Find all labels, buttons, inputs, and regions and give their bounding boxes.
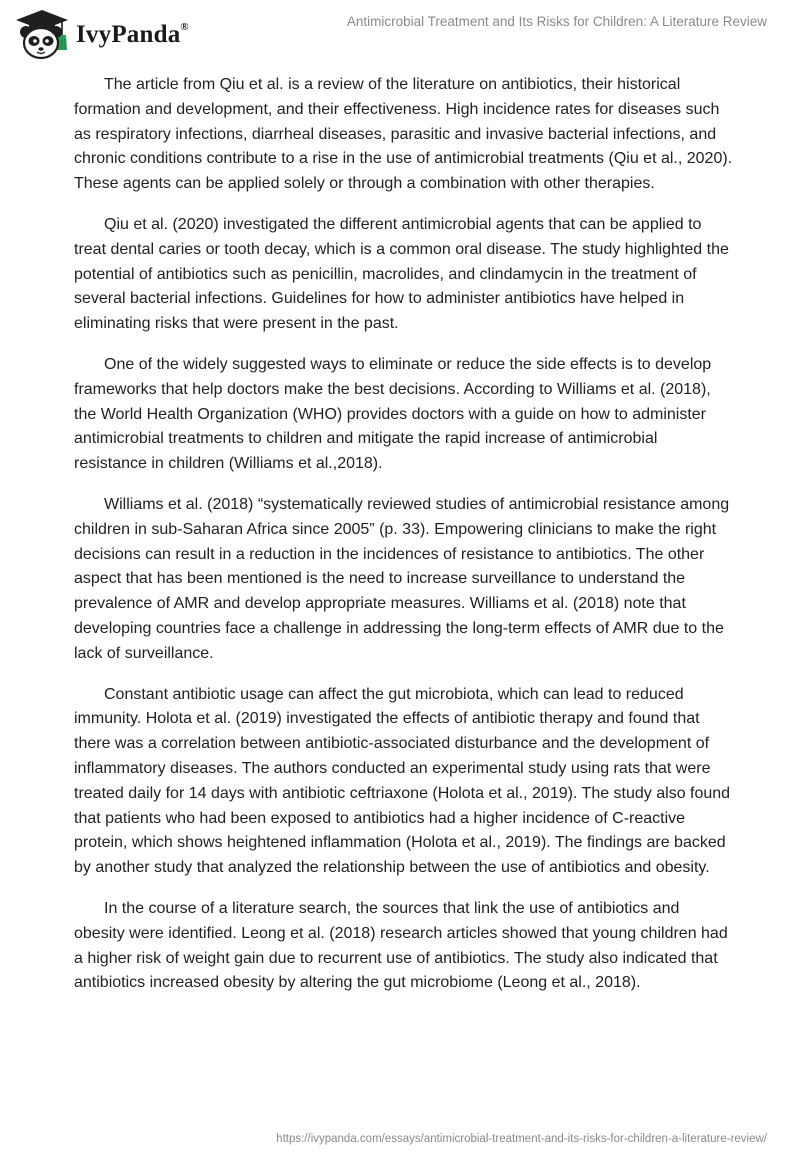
registered-mark: ® — [180, 20, 189, 33]
panda-graduate-icon — [12, 8, 72, 60]
page-header — [0, 0, 800, 64]
paragraph: One of the widely suggested ways to eliminate or reduce the side effects is to develop frameworks that help doctors make the best decisions. According to Williams et al. (2018), the World Health Organization (WHO) provides doctors with a guide on how to administer antimicrobial treatments to children and mitigate the rapid increase of antimicrobial resistance in children (Williams et al.,2018). — [74, 355, 712, 473]
paragraph: Constant antibiotic usage can affect the gut microbiota, which can lead to reduced immunity. Holota et al. (2019) investigated the effects of antibiotic therapy and found that there was a correlation between antibiotic-associated disturbance and the development of inflammatory diseases. The authors conducted an experimental study using rats that were treated daily for 14 days with antibiotic ceftriaxone (Holota et al., 2019). The study also found that patients who had been exposed to antibiotics had a higher incidence of C-reactive protein, which shows heightened inflammation (Holota et al., 2019). The findings are backed by another study that analyzed the relationship between the use of antibiotics and obesity. — [74, 685, 731, 877]
paragraph: Qiu et al. (2020) investigated the different antimicrobial agents that can be applied to treat dental caries or tooth decay, which is a common oral disease. The study highlighted the potential of antibiotics such as penicillin, macrolides, and clindamycin in the treatment of several bacterial infections. Guidelines for how to administer antibiotics have helped in eliminating risks that were present in the past. — [74, 215, 729, 333]
paragraph: Williams et al. (2018) “systematically reviewed studies of antimicrobial resistance among children in sub-Saharan Africa since 2005” (p. 33). Empowering clinicians to make the right decisions can result in a reduction in the incidences of resistance to antibiotics. The other aspect that has been mentioned is the need to increase surveillance to understand the prevalence of AMR and develop appropriate measures. Williams et al. (2018) note that developing countries face a challenge in addressing the long-term effects of AMR due to the lack of surveillance. — [74, 495, 730, 662]
paragraph: The article from Qiu et al. is a review of the literature on antibiotics, their historical formation and development, and their effectiveness. High incidence rates for diseases such as respiratory infections, diarrheal diseases, parasitic and invasive bacterial infections, and chronic conditions contribute to a rise in the use of antimicrobial treatments (Qiu et al., 2020). These agents can be applied solely or through a combination with other therapies. — [74, 76, 733, 193]
brand-logo[interactable] — [12, 8, 189, 60]
article-body — [74, 73, 734, 1012]
paragraph: In the course of a literature search, the sources that link the use of antibiotics and obesity were identified. Leong et al. (2018) research articles showed that young children had a higher risk of weight gain due to recurrent use of antibiotics. The study also indicated that antibiotics increased obesity by altering the gut microbiome (Leong et al., 2018). — [74, 899, 728, 992]
footer-url[interactable]: https://ivypanda.com/essays/antimicrobial-treatment-and-its-risks-for-children-a-literature-review/ — [276, 1133, 767, 1145]
brand-name: IvyPanda® — [76, 20, 189, 48]
document-title: Antimicrobial Treatment and Its Risks for Children: A Literature Review — [346, 14, 767, 29]
